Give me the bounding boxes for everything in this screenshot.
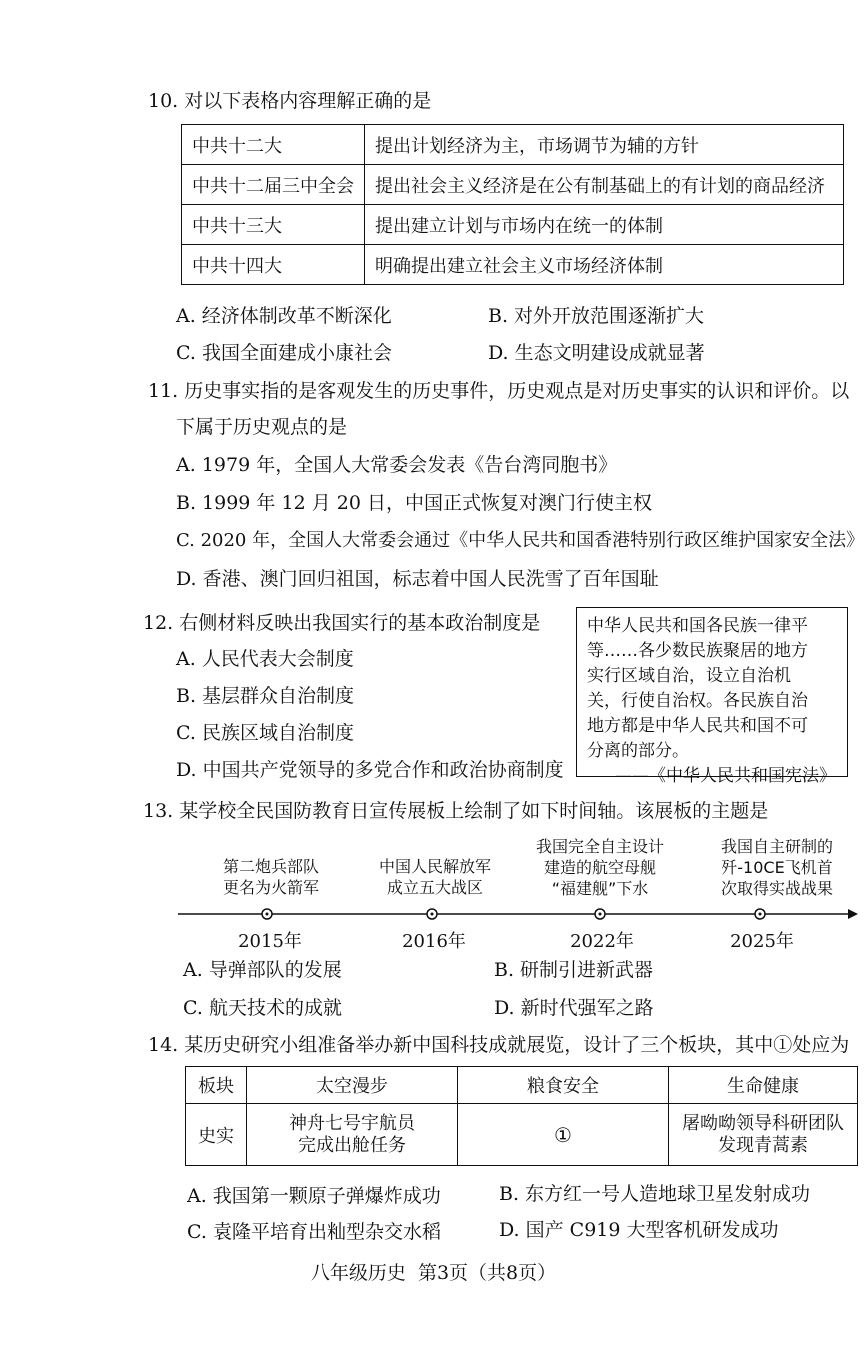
q13-option-d: D. 新时代强军之路 bbox=[494, 997, 654, 1019]
q13-event1-line1: 第二炮兵部队 bbox=[222, 857, 319, 876]
q13-timeline-axis bbox=[176, 904, 862, 924]
q13-year4: 2025年 bbox=[730, 931, 794, 952]
q10-stem: 10. 对以下表格内容理解正确的是 bbox=[148, 90, 432, 112]
q11-stem-line2: 下属于历史观点的是 bbox=[176, 416, 348, 438]
q11-option-b: B. 1999 年 12 月 20 日，中国正式恢复对澳门行使主权 bbox=[176, 492, 652, 514]
q14-cell-health-line1: 屠呦呦领导科研团队 bbox=[682, 1112, 844, 1134]
q13-event4-line2: 歼-10CE飞机首 bbox=[721, 858, 833, 877]
q14-header-2: 粮食安全 bbox=[458, 1067, 669, 1104]
q10-option-c: C. 我国全面建成小康社会 bbox=[176, 342, 392, 364]
q13-event3-line1: 我国完全自主设计 bbox=[535, 837, 664, 856]
q13-event3-line2: 建造的航空母舰 bbox=[543, 858, 656, 877]
q13-event2 bbox=[360, 856, 510, 898]
q10-row2-left: 中共十二届三中全会 bbox=[182, 165, 365, 205]
q14-cell-space-line2: 完成出舱任务 bbox=[298, 1134, 406, 1156]
q11-option-d: D. 香港、澳门回归祖国，标志着中国人民洗雪了百年国耻 bbox=[176, 568, 659, 590]
q10-option-b: B. 对外开放范围逐渐扩大 bbox=[488, 305, 705, 327]
q14-option-a: A. 我国第一颗原子弹爆炸成功 bbox=[187, 1185, 441, 1207]
q13-event4-line1: 我国自主研制的 bbox=[720, 837, 833, 856]
q14-cell-health bbox=[669, 1104, 858, 1166]
q10-row3-right: 提出建立计划与市场内在统一的体制 bbox=[365, 205, 844, 245]
q10-row1-left: 中共十二大 bbox=[182, 125, 365, 165]
q14-header-1: 太空漫步 bbox=[247, 1067, 458, 1104]
q10-row1-right: 提出计划经济为主，市场调节为辅的方针 bbox=[365, 125, 844, 165]
q14-stem: 14. 某历史研究小组准备举办新中国科技成就展览，设计了三个板块，其中①处应为 bbox=[148, 1034, 850, 1056]
q12-option-a: A. 人民代表大会制度 bbox=[176, 648, 354, 670]
q10-row2-right: 提出社会主义经济是在公有制基础上的有计划的商品经济 bbox=[365, 165, 844, 205]
q11-option-c: C. 2020 年，全国人大常委会通过《中华人民共和国香港特别行政区维护国家安全法》 bbox=[176, 530, 865, 551]
q14-table bbox=[185, 1066, 858, 1166]
q10-option-d: D. 生态文明建设成就显著 bbox=[488, 342, 705, 364]
q13-option-c: C. 航天技术的成就 bbox=[183, 997, 342, 1019]
q13-event1-line2: 更名为火箭军 bbox=[222, 878, 319, 897]
page-footer: 八年级历史 第3页（共8页） bbox=[310, 1262, 557, 1284]
q12-material-line4: 关，行使自治权。各民族自治 bbox=[587, 691, 808, 711]
q13-year1: 2015年 bbox=[238, 931, 302, 952]
q10-row4-right: 明确提出建立社会主义市场经济体制 bbox=[365, 245, 844, 285]
q12-material-line3: 实行区域自治，设立自治机 bbox=[587, 666, 791, 686]
q11-option-a: A. 1979 年，全国人大常委会发表《告台湾同胞书》 bbox=[176, 454, 618, 476]
q13-event2-line1: 中国人民解放军 bbox=[378, 857, 491, 876]
q10-row4-left: 中共十四大 bbox=[182, 245, 365, 285]
q13-event4-line3: 次取得实战战果 bbox=[720, 879, 833, 898]
q12-material-line2: 等……各少数民族聚居的地方 bbox=[587, 641, 808, 661]
q14-option-b: B. 东方红一号人造地球卫星发射成功 bbox=[499, 1183, 811, 1205]
q12-option-d: D. 中国共产党领导的多党合作和政治协商制度 bbox=[176, 759, 564, 781]
q13-event3-line3: “福建舰”下水 bbox=[551, 879, 649, 898]
q12-option-b: B. 基层群众自治制度 bbox=[176, 685, 355, 707]
q11-stem-line1: 11. 历史事实指的是客观发生的历史事件，历史观点是对历史事实的认识和评价。以 bbox=[148, 380, 850, 402]
q12-option-c: C. 民族区域自治制度 bbox=[176, 722, 354, 744]
q12-material-line1: 中华人民共和国各民族一律平 bbox=[587, 616, 808, 636]
q14-header-3: 生命健康 bbox=[669, 1067, 858, 1104]
q10-table bbox=[181, 124, 844, 285]
q13-event1 bbox=[196, 856, 346, 898]
q14-cell-space bbox=[247, 1104, 458, 1166]
q13-option-b: B. 研制引进新武器 bbox=[494, 959, 654, 981]
q13-event3 bbox=[520, 836, 680, 899]
q14-cell-blank-1: ① bbox=[458, 1104, 669, 1166]
q13-year3: 2022年 bbox=[570, 931, 634, 952]
q12-material-line6: 分离的部分。 bbox=[587, 741, 689, 761]
q14-cell-health-line2: 发现青蒿素 bbox=[718, 1134, 808, 1156]
q14-header-0: 板块 bbox=[186, 1067, 247, 1104]
q13-year2: 2016年 bbox=[402, 931, 466, 952]
q14-option-c: C. 袁隆平培育出籼型杂交水稻 bbox=[187, 1221, 441, 1243]
q14-cell-space-line1: 神舟七号宇航员 bbox=[289, 1112, 415, 1134]
q10-option-a: A. 经济体制改革不断深化 bbox=[176, 305, 392, 327]
q12-material-source: ——《中华人民共和国宪法》 bbox=[615, 766, 836, 786]
arrow-right-icon bbox=[848, 909, 858, 919]
q13-event2-line2: 成立五大战区 bbox=[386, 878, 483, 897]
q14-row-label: 史实 bbox=[186, 1104, 247, 1166]
q14-option-d: D. 国产 C919 大型客机研发成功 bbox=[499, 1219, 779, 1241]
q13-event4 bbox=[702, 836, 852, 899]
q12-material-line5: 地方都是中华人民共和国不可 bbox=[587, 716, 808, 736]
q13-option-a: A. 导弹部队的发展 bbox=[183, 959, 342, 981]
q12-stem: 12. 右侧材料反映出我国实行的基本政治制度是 bbox=[143, 612, 541, 634]
q10-row3-left: 中共十三大 bbox=[182, 205, 365, 245]
q12-material-box bbox=[576, 607, 848, 786]
q13-stem: 13. 某学校全民国防教育日宣传展板上绘制了如下时间轴。该展板的主题是 bbox=[143, 800, 769, 822]
